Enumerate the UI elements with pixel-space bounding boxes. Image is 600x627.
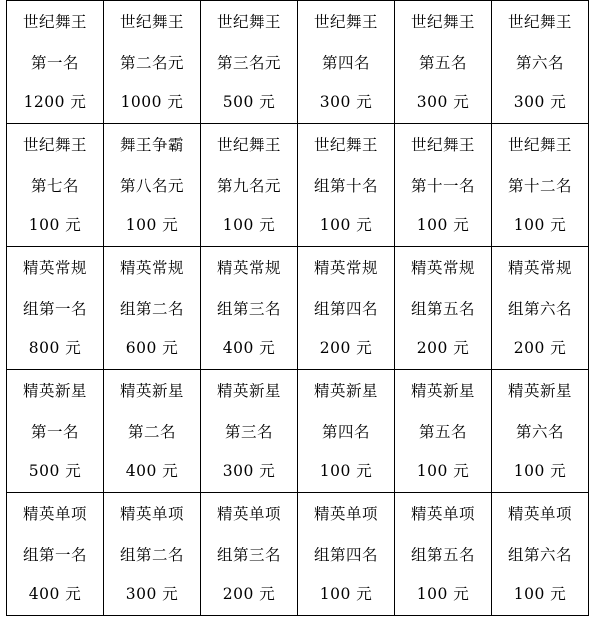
prize-amount: 100 元 [125, 216, 179, 234]
award-category-label: 世纪舞王 [507, 136, 572, 154]
award-category-label: 精英单项 [313, 505, 378, 523]
award-category-label: 精英新星 [410, 382, 475, 400]
award-category-label: 世纪舞王 [216, 13, 281, 31]
prize-cell [298, 124, 395, 247]
prize-amount: 100 元 [513, 462, 567, 480]
award-category-label: 舞王争霸 [119, 136, 184, 154]
prize-amount: 800 元 [28, 339, 82, 357]
award-rank-label: 组第一名 [22, 546, 87, 564]
prize-amount: 100 元 [319, 462, 373, 480]
prize-amount: 300 元 [222, 462, 276, 480]
award-rank-label: 组第五名 [410, 546, 475, 564]
prize-cell [492, 493, 589, 616]
award-rank-label: 第六名 [515, 54, 564, 72]
award-category-label: 精英单项 [410, 505, 475, 523]
prize-amount: 100 元 [28, 216, 82, 234]
award-rank-label: 第二名元 [119, 54, 184, 72]
prize-amount: 1000 元 [120, 93, 184, 111]
prize-amount: 100 元 [319, 216, 373, 234]
prize-amount: 100 元 [416, 462, 470, 480]
award-rank-label: 第三名元 [216, 54, 281, 72]
prize-amount: 400 元 [28, 585, 82, 603]
prize-amount: 100 元 [416, 585, 470, 603]
award-rank-label: 第七名 [30, 177, 79, 195]
prize-cell [395, 1, 492, 124]
award-category-label: 精英常规 [22, 259, 87, 277]
prize-cell [201, 493, 298, 616]
prize-cell [298, 493, 395, 616]
prize-amount: 500 元 [28, 462, 82, 480]
award-rank-label: 第五名 [418, 423, 467, 441]
prize-cell [7, 493, 104, 616]
prize-cell [492, 1, 589, 124]
prize-cell [7, 247, 104, 370]
award-category-label: 精英新星 [22, 382, 87, 400]
award-rank-label: 组第三名 [216, 546, 281, 564]
award-category-label: 世纪舞王 [313, 13, 378, 31]
prize-cell [104, 247, 201, 370]
award-rank-label: 第八名元 [119, 177, 184, 195]
award-category-label: 精英新星 [216, 382, 281, 400]
award-rank-label: 组第十名 [313, 177, 378, 195]
award-rank-label: 组第六名 [507, 546, 572, 564]
award-category-label: 精英新星 [507, 382, 572, 400]
award-rank-label: 第十二名 [507, 177, 572, 195]
prize-amount: 200 元 [513, 339, 567, 357]
prize-amount: 300 元 [319, 93, 373, 111]
prize-cell [298, 370, 395, 493]
award-category-label: 精英常规 [119, 259, 184, 277]
prize-amount: 400 元 [222, 339, 276, 357]
award-rank-label: 第一名 [30, 54, 79, 72]
prize-table [6, 0, 589, 616]
prize-amount: 200 元 [319, 339, 373, 357]
award-category-label: 精英常规 [410, 259, 475, 277]
award-category-label: 精英新星 [119, 382, 184, 400]
award-category-label: 世纪舞王 [507, 13, 572, 31]
award-category-label: 世纪舞王 [22, 136, 87, 154]
prize-amount: 300 元 [416, 93, 470, 111]
table-row [7, 247, 589, 370]
prize-cell [7, 124, 104, 247]
prize-amount: 100 元 [222, 216, 276, 234]
award-rank-label: 组第二名 [119, 546, 184, 564]
prize-amount: 100 元 [319, 585, 373, 603]
award-rank-label: 第四名 [321, 54, 370, 72]
award-category-label: 精英单项 [216, 505, 281, 523]
prize-cell [298, 247, 395, 370]
prize-cell [298, 1, 395, 124]
award-rank-label: 组第二名 [119, 300, 184, 318]
award-rank-label: 第九名元 [216, 177, 281, 195]
award-rank-label: 第十一名 [410, 177, 475, 195]
award-rank-label: 组第四名 [313, 546, 378, 564]
prize-amount: 1200 元 [23, 93, 87, 111]
award-rank-label: 组第四名 [313, 300, 378, 318]
table-row [7, 493, 589, 616]
prize-amount: 200 元 [222, 585, 276, 603]
table-row [7, 1, 589, 124]
award-rank-label: 组第一名 [22, 300, 87, 318]
prize-cell [201, 124, 298, 247]
award-category-label: 世纪舞王 [216, 136, 281, 154]
award-rank-label: 组第五名 [410, 300, 475, 318]
prize-amount: 500 元 [222, 93, 276, 111]
award-category-label: 精英单项 [507, 505, 572, 523]
award-rank-label: 第二名 [127, 423, 176, 441]
prize-cell [104, 124, 201, 247]
award-category-label: 精英单项 [119, 505, 184, 523]
table-row [7, 124, 589, 247]
prize-cell [492, 370, 589, 493]
prize-cell [201, 247, 298, 370]
prize-cell [7, 1, 104, 124]
prize-amount: 100 元 [416, 216, 470, 234]
award-rank-label: 组第六名 [507, 300, 572, 318]
award-category-label: 精英常规 [216, 259, 281, 277]
award-rank-label: 组第三名 [216, 300, 281, 318]
prize-amount: 300 元 [125, 585, 179, 603]
prize-cell [104, 493, 201, 616]
prize-amount: 300 元 [513, 93, 567, 111]
award-category-label: 精英常规 [313, 259, 378, 277]
award-rank-label: 第四名 [321, 423, 370, 441]
award-rank-label: 第六名 [515, 423, 564, 441]
prize-amount: 600 元 [125, 339, 179, 357]
prize-amount: 200 元 [416, 339, 470, 357]
table-row [7, 370, 589, 493]
award-category-label: 世纪舞王 [313, 136, 378, 154]
prize-cell [395, 247, 492, 370]
award-category-label: 精英新星 [313, 382, 378, 400]
award-category-label: 世纪舞王 [22, 13, 87, 31]
award-category-label: 精英常规 [507, 259, 572, 277]
award-rank-label: 第一名 [30, 423, 79, 441]
prize-amount: 100 元 [513, 216, 567, 234]
award-category-label: 世纪舞王 [410, 136, 475, 154]
prize-cell [395, 370, 492, 493]
prize-cell [492, 124, 589, 247]
prize-cell [395, 493, 492, 616]
prize-amount: 400 元 [125, 462, 179, 480]
prize-cell [492, 247, 589, 370]
prize-cell [201, 370, 298, 493]
award-rank-label: 第五名 [418, 54, 467, 72]
prize-cell [104, 370, 201, 493]
prize-cell [201, 1, 298, 124]
award-rank-label: 第三名 [224, 423, 273, 441]
prize-amount: 100 元 [513, 585, 567, 603]
prize-table-body [7, 1, 589, 616]
prize-cell [104, 1, 201, 124]
prize-cell [7, 370, 104, 493]
award-category-label: 世纪舞王 [119, 13, 184, 31]
award-category-label: 精英单项 [22, 505, 87, 523]
prize-cell [395, 124, 492, 247]
award-category-label: 世纪舞王 [410, 13, 475, 31]
